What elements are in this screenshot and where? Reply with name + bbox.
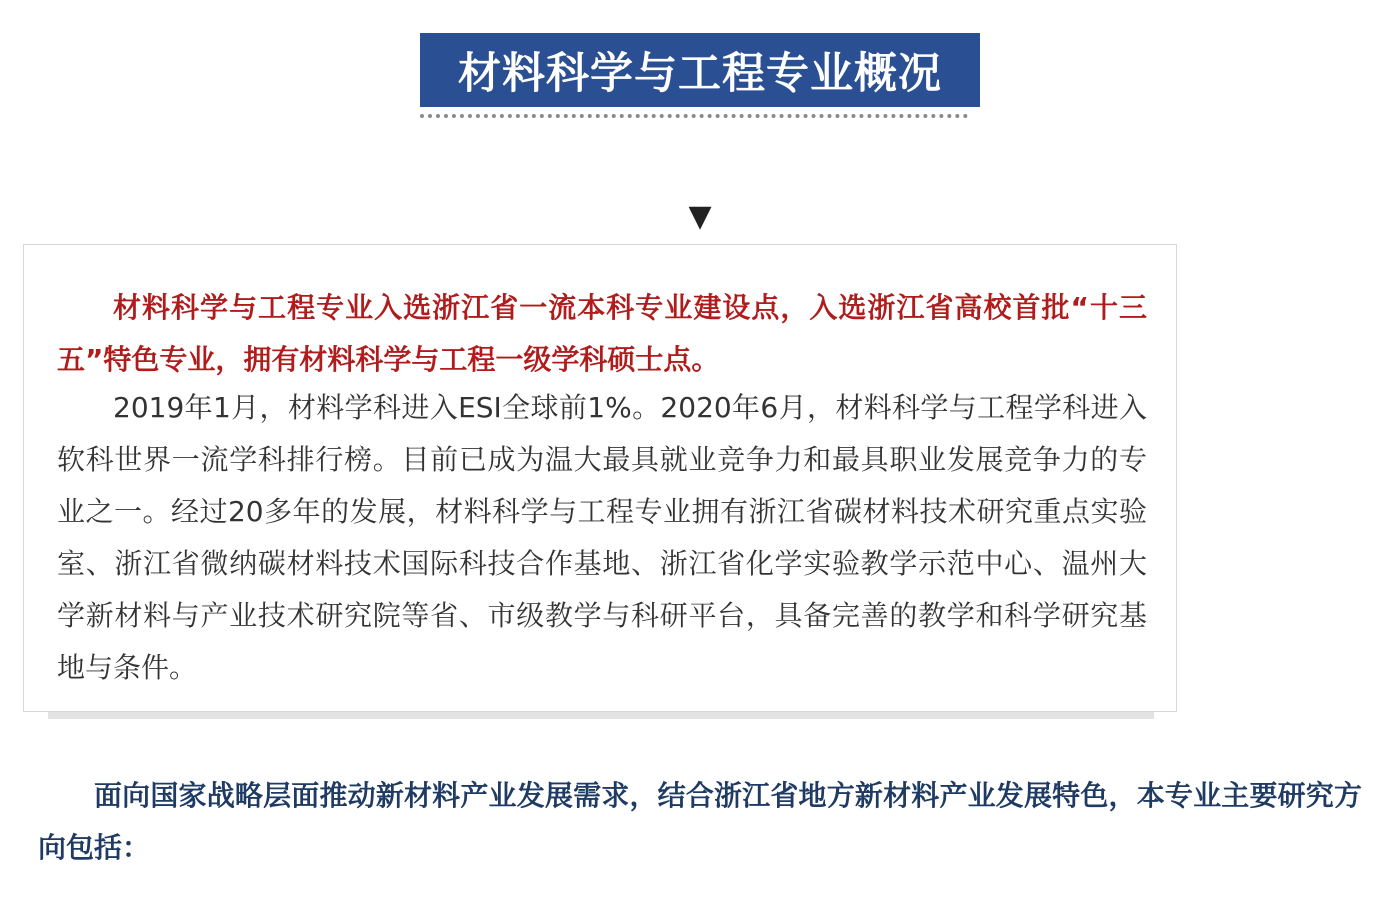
section-title: 材料科学与工程专业概况 xyxy=(458,48,942,99)
research-directions-intro: 面向国家战略层面推动新材料产业发展需求，结合浙江省地方新材料产业发展特色，本专业主要研究方向包括： xyxy=(38,779,1362,864)
section-title-banner xyxy=(420,33,980,107)
highlight-paragraph: 材料科学与工程专业入选浙江省一流本科专业建设点，入选浙江省高校首批“十三五”特色专业，拥有材料科学与工程一级学科硕士点。 xyxy=(57,291,1147,376)
down-arrow-icon: ▼ xyxy=(688,199,712,234)
title-dotted-underline xyxy=(420,114,968,118)
body-paragraph: 2019年1月，材料学科进入ESI全球前1%。2020年6月，材料科学与工程学科进入软科世界一流学科排行榜。目前已成为温大最具就业竞争力和最具职业发展竞争力的专业之一。经过20多年的发展，材料科学与工程专业拥有浙江省碳材料技术研究重点实验室、浙江省微纳碳材料技术国际科技合作基地、浙江省化学实验教学示范中心、温州大学新材料与产业技术研究院等省、市级教学与科研平台，具备完善的教学和科学研究基地与条件。 xyxy=(57,391,1147,684)
